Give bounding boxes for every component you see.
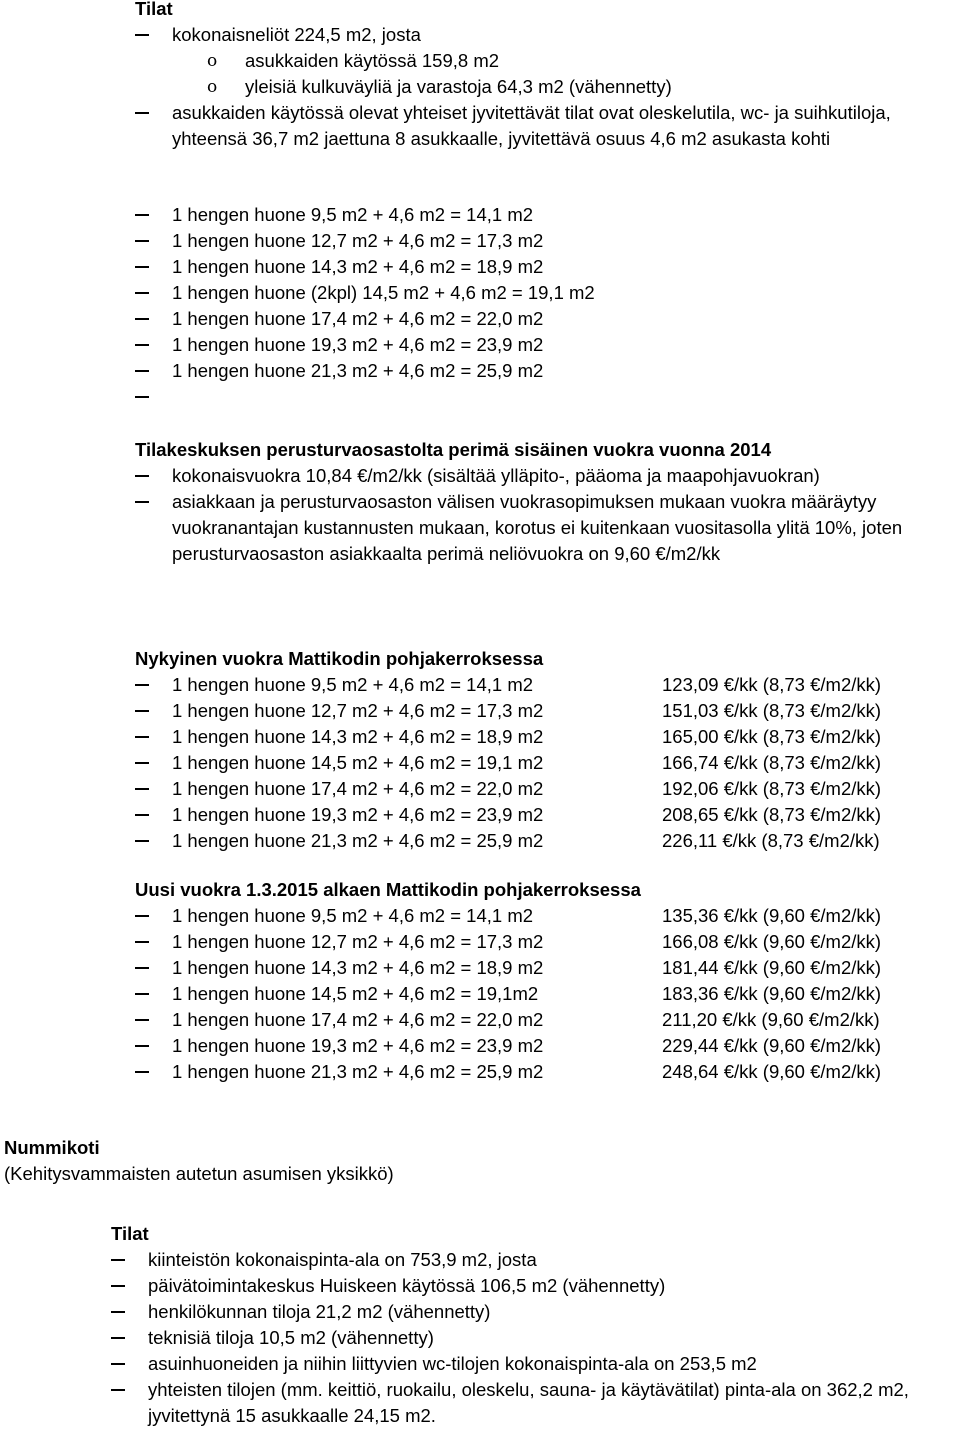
rent-price: 165,00 €/kk (8,73 €/m2/kk) (662, 726, 882, 747)
heading-tilat-nummikoti: Tilat (111, 1223, 149, 1244)
rent-room: 1 hengen huone 14,5 m2 + 4,6 m2 = 19,1 m2 (172, 752, 544, 773)
dash-bullet (135, 814, 149, 816)
list-item-text: kokonaisneliöt 224,5 m2, josta (172, 24, 421, 45)
room-list (0, 202, 960, 410)
rent-room: 1 hengen huone 12,7 m2 + 4,6 m2 = 17,3 m2 (172, 931, 544, 952)
rent-row (0, 1033, 960, 1059)
rent-price: 192,06 €/kk (8,73 €/m2/kk) (662, 778, 882, 799)
list-item-text: kiinteistön kokonaispinta-ala on 753,9 m2, josta (148, 1249, 537, 1270)
rent-price: 181,44 €/kk (9,60 €/m2/kk) (662, 957, 882, 978)
room-text: 1 hengen huone 17,4 m2 + 4,6 m2 = 22,0 m2 (172, 308, 544, 329)
dash-bullet (135, 993, 149, 995)
dash-bullet (135, 840, 149, 842)
dash-bullet (135, 475, 149, 477)
dash-bullet (135, 684, 149, 686)
rent-price: 211,20 €/kk (9,60 €/m2/kk) (662, 1009, 880, 1030)
list-item-text: kokonaisvuokra 10,84 €/m2/kk (sisältää ylläpito-, pääoma ja maapohjavuokran) (172, 465, 820, 486)
list-item-text: asuinhuoneiden ja niihin liittyvien wc-tilojen kokonaispinta-ala on 253,5 m2 (148, 1353, 757, 1374)
rent-row (0, 672, 960, 698)
dash-bullet (135, 266, 149, 268)
section-nykyinen-vuokra (0, 646, 960, 854)
rent-price: 248,64 €/kk (9,60 €/m2/kk) (662, 1061, 882, 1082)
room-item (135, 306, 960, 332)
room-text: 1 hengen huone (2kpl) 14,5 m2 + 4,6 m2 = 19,1 m2 (172, 282, 595, 303)
room-text: 1 hengen huone 19,3 m2 + 4,6 m2 = 23,9 m2 (172, 334, 544, 355)
list-item (111, 1247, 960, 1273)
list-item (111, 1273, 960, 1299)
dash-bullet (135, 34, 149, 36)
rent-price: 123,09 €/kk (8,73 €/m2/kk) (662, 674, 882, 695)
rent-room: 1 hengen huone 17,4 m2 + 4,6 m2 = 22,0 m2 (172, 1009, 544, 1030)
list-item (135, 22, 960, 48)
rent-room: 1 hengen huone 19,3 m2 + 4,6 m2 = 23,9 m2 (172, 1035, 544, 1056)
rent-price: 183,36 €/kk (9,60 €/m2/kk) (662, 983, 882, 1004)
room-item (135, 332, 960, 358)
nummikoti-subtitle: (Kehitysvammaisten autetun asumisen yksikkö) (4, 1163, 394, 1184)
room-item (135, 254, 960, 280)
rent-row (0, 776, 960, 802)
sub-list-item-text: yleisiä kulkuväyliä ja varastoja 64,3 m2 (vähennetty) (245, 76, 672, 97)
rent-price: 226,11 €/kk (8,73 €/m2/kk) (662, 830, 880, 851)
dash-bullet (135, 915, 149, 917)
dash-bullet (135, 736, 149, 738)
rent-row (0, 929, 960, 955)
rent-room: 1 hengen huone 14,3 m2 + 4,6 m2 = 18,9 m2 (172, 957, 544, 978)
list-item (135, 489, 960, 567)
room-text: 1 hengen huone 9,5 m2 + 4,6 m2 = 14,1 m2 (172, 204, 534, 225)
list-item-text: asiakkaan ja perusturvaosaston välisen vuokrasopimuksen mukaan vuokra määräytyy vuokranantajan kustannusten mukaan, korotus ei kuitenkaan vuositasolla ylitä 10%, joten perusturvaosaston asiakkaalta perimä neliövuokra on 9,60 €/m2/kk (172, 491, 903, 564)
room-item (135, 202, 960, 228)
dash-bullet (111, 1389, 125, 1391)
rent-row (0, 750, 960, 776)
list-item-text: yhteisten tilojen (mm. keittiö, ruokailu, oleskelu, sauna- ja käytävätilat) pinta-ala on 362,2 m2, jyvitettynä 15 asukkaalle 24,15 m2. (148, 1379, 909, 1426)
heading-uusi-vuokra: Uusi vuokra 1.3.2015 alkaen Mattikodin pohjakerroksessa (135, 879, 641, 900)
room-item (135, 228, 960, 254)
rent-room: 1 hengen huone 21,3 m2 + 4,6 m2 = 25,9 m2 (172, 830, 544, 851)
rent-room: 1 hengen huone 19,3 m2 + 4,6 m2 = 23,9 m2 (172, 804, 544, 825)
rent-row (0, 802, 960, 828)
dash-bullet (111, 1259, 125, 1261)
list-item (135, 100, 952, 152)
rent-price: 166,08 €/kk (9,60 €/m2/kk) (662, 931, 882, 952)
rent-row (0, 981, 960, 1007)
dash-bullet (135, 344, 149, 346)
rent-row (0, 1059, 960, 1085)
list-item-text: teknisiä tiloja 10,5 m2 (vähennetty) (148, 1327, 434, 1348)
dash-bullet (135, 318, 149, 320)
rent-price: 135,36 €/kk (9,60 €/m2/kk) (662, 905, 882, 926)
section-tilat-mattikoti (0, 0, 960, 152)
dash-bullet (135, 1045, 149, 1047)
dash-bullet (135, 1071, 149, 1073)
circle-bullet-icon: o (207, 77, 218, 97)
rent-price: 208,65 €/kk (8,73 €/m2/kk) (662, 804, 882, 825)
heading-tilat: Tilat (135, 0, 173, 19)
room-item (135, 384, 960, 410)
dash-bullet (111, 1311, 125, 1313)
rent-price: 166,74 €/kk (8,73 €/m2/kk) (662, 752, 882, 773)
rent-room: 1 hengen huone 9,5 m2 + 4,6 m2 = 14,1 m2 (172, 905, 534, 926)
sub-list-item-text: asukkaiden käytössä 159,8 m2 (245, 50, 500, 71)
rent-price: 151,03 €/kk (8,73 €/m2/kk) (662, 700, 882, 721)
rent-room: 1 hengen huone 17,4 m2 + 4,6 m2 = 22,0 m2 (172, 778, 544, 799)
rent-price: 229,44 €/kk (9,60 €/m2/kk) (662, 1035, 882, 1056)
dash-bullet (135, 370, 149, 372)
list-item-text: henkilökunnan tiloja 21,2 m2 (vähennetty) (148, 1301, 491, 1322)
dash-bullet (135, 1019, 149, 1021)
list-item-text: asukkaiden käytössä olevat yhteiset jyvitettävät tilat ovat oleskelutila, wc- ja suihkutiloja, yhteensä 36,7 m2 jaettuna 8 asukkaalle, jyvitettävä osuus 4,6 m2 asukasta kohti (172, 102, 891, 149)
section-uusi-vuokra (0, 877, 960, 1085)
list-item (111, 1299, 960, 1325)
dash-bullet (135, 762, 149, 764)
dash-bullet (111, 1363, 125, 1365)
circle-bullet-icon: o (207, 51, 218, 71)
list-item (135, 463, 960, 489)
room-text: 1 hengen huone 14,3 m2 + 4,6 m2 = 18,9 m2 (172, 256, 544, 277)
dash-bullet (135, 112, 149, 114)
sub-list-item (207, 74, 960, 100)
dash-bullet (135, 214, 149, 216)
dash-bullet (135, 292, 149, 294)
rent-room: 1 hengen huone 12,7 m2 + 4,6 m2 = 17,3 m2 (172, 700, 544, 721)
list-item (111, 1351, 960, 1377)
list-item (111, 1325, 960, 1351)
room-text: 1 hengen huone 21,3 m2 + 4,6 m2 = 25,9 m2 (172, 360, 544, 381)
sub-list-item (207, 48, 960, 74)
dash-bullet (135, 788, 149, 790)
section-nummikoti (0, 1135, 960, 1429)
heading-nummikoti: Nummikoti (4, 1137, 100, 1158)
dash-bullet (135, 501, 149, 503)
list-item (111, 1377, 960, 1429)
dash-bullet (135, 240, 149, 242)
rent-row (0, 1007, 960, 1033)
rent-room: 1 hengen huone 21,3 m2 + 4,6 m2 = 25,9 m2 (172, 1061, 544, 1082)
dash-bullet (135, 710, 149, 712)
rent-row (0, 828, 960, 854)
section-sisainen-vuokra (0, 437, 960, 567)
rent-row (0, 903, 960, 929)
dash-bullet (135, 941, 149, 943)
heading-nykyinen-vuokra: Nykyinen vuokra Mattikodin pohjakerroksessa (135, 648, 544, 669)
room-item (135, 280, 960, 306)
heading-sisainen-vuokra: Tilakeskuksen perusturvaosastolta perimä sisäinen vuokra vuonna 2014 (135, 439, 772, 460)
dash-bullet (135, 967, 149, 969)
rent-row (0, 724, 960, 750)
room-item (135, 358, 960, 384)
rent-room: 1 hengen huone 14,5 m2 + 4,6 m2 = 19,1m2 (172, 983, 539, 1004)
dash-bullet (111, 1285, 125, 1287)
dash-bullet (111, 1337, 125, 1339)
dash-bullet (135, 396, 149, 398)
rent-room: 1 hengen huone 14,3 m2 + 4,6 m2 = 18,9 m2 (172, 726, 544, 747)
room-text: 1 hengen huone 12,7 m2 + 4,6 m2 = 17,3 m2 (172, 230, 544, 251)
rent-row (0, 698, 960, 724)
rent-row (0, 955, 960, 981)
list-item-text: päivätoimintakeskus Huiskeen käytössä 106,5 m2 (vähennetty) (148, 1275, 666, 1296)
rent-room: 1 hengen huone 9,5 m2 + 4,6 m2 = 14,1 m2 (172, 674, 534, 695)
